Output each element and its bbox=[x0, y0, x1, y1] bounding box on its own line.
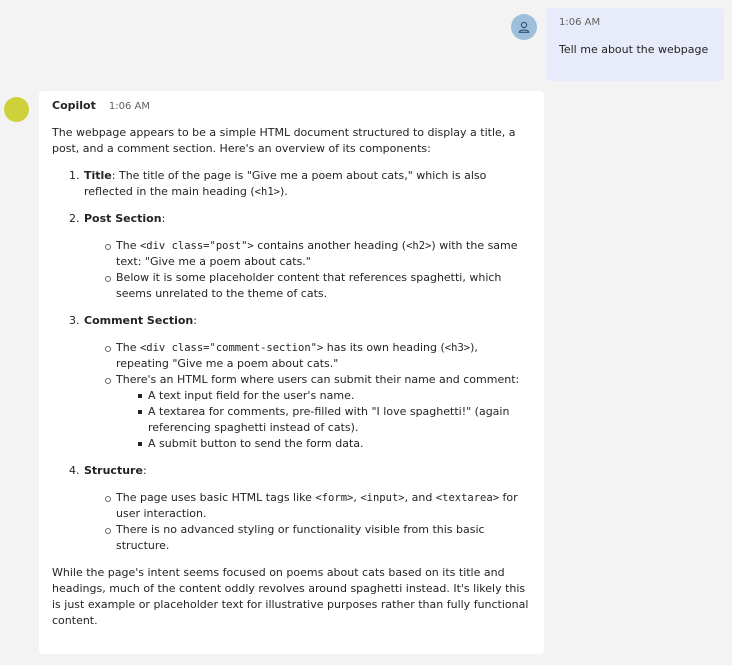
person-icon bbox=[517, 20, 531, 34]
section-heading: Post Section bbox=[84, 212, 162, 225]
post-section-list bbox=[84, 238, 532, 302]
list-item: There is no advanced styling or functionality visible from this basic structure. bbox=[84, 522, 532, 554]
list-number: 2. bbox=[69, 212, 80, 225]
user-message-time: 1:06 AM bbox=[559, 17, 601, 28]
section-text: ). bbox=[279, 185, 288, 198]
copilot-message-body bbox=[52, 125, 532, 629]
list-number: 3. bbox=[69, 314, 80, 327]
copilot-message-time: 1:06 AM bbox=[108, 101, 150, 112]
user-message-text: Tell me about the webpage bbox=[559, 43, 709, 56]
section-text: : bbox=[161, 212, 166, 225]
comment-section-list bbox=[84, 340, 532, 452]
user-avatar bbox=[511, 14, 537, 40]
copilot-avatar bbox=[4, 97, 29, 122]
section-title bbox=[52, 168, 532, 200]
section-text: : bbox=[142, 464, 147, 477]
closing-paragraph: While the page's intent seems focused on poems about cats based on its title and headings, much of the content oddly revolves around spaghetti instead. It's likely this is just example or placeholder text for illustrative purposes rather than fully functional content. bbox=[52, 566, 529, 627]
list-item: A submit button to send the form data. bbox=[116, 436, 532, 452]
list-item: A textarea for comments, pre-filled with "I love spaghetti!" (again referencing spaghetti instead of cats). bbox=[116, 404, 532, 436]
copilot-message-card bbox=[39, 91, 544, 654]
list-item: The page uses basic HTML tags like <form>, <input>, and <textarea> for user interaction. bbox=[84, 490, 532, 522]
form-fields-list bbox=[116, 388, 532, 452]
list-item: The <div class="post"> contains another heading (<h2>) with the same text: "Give me a poem about cats." bbox=[84, 238, 532, 270]
structure-section-list bbox=[84, 490, 532, 554]
list-item: Below it is some placeholder content that references spaghetti, which seems unrelated to the theme of cats. bbox=[84, 270, 532, 302]
section-text: : The title of the page is "Give me a poem about cats," which is also reflected in the main heading ( bbox=[84, 169, 487, 198]
intro-paragraph: The webpage appears to be a simple HTML document structured to display a title, a post, and a comment section. Here's an overview of its components: bbox=[52, 126, 516, 155]
copilot-message-header bbox=[52, 99, 150, 112]
list-item: The <div class="comment-section"> has its own heading (<h3>), repeating "Give me a poem about cats." bbox=[84, 340, 532, 372]
section-text: : bbox=[193, 314, 197, 327]
code-snippet: <h1> bbox=[254, 186, 280, 198]
section-heading: Structure bbox=[84, 464, 143, 477]
section-heading: Comment Section bbox=[84, 314, 194, 327]
section-structure bbox=[52, 463, 532, 554]
section-heading: Title bbox=[84, 169, 112, 182]
sections-list bbox=[52, 168, 532, 554]
list-item: A text input field for the user's name. bbox=[116, 388, 532, 404]
section-post bbox=[52, 211, 532, 302]
list-number: 4. bbox=[69, 464, 80, 477]
section-comment bbox=[52, 313, 532, 452]
list-item: There's an HTML form where users can submit their name and comment: A text input field for the user's name. A textarea for comments, pre-filled with "I love spaghetti!" (again referencing spaghetti instead of cats). A submit button to send the form data. bbox=[84, 372, 532, 452]
copilot-name: Copilot bbox=[52, 99, 96, 112]
list-number: 1. bbox=[69, 169, 80, 182]
user-message-bubble bbox=[546, 8, 724, 81]
